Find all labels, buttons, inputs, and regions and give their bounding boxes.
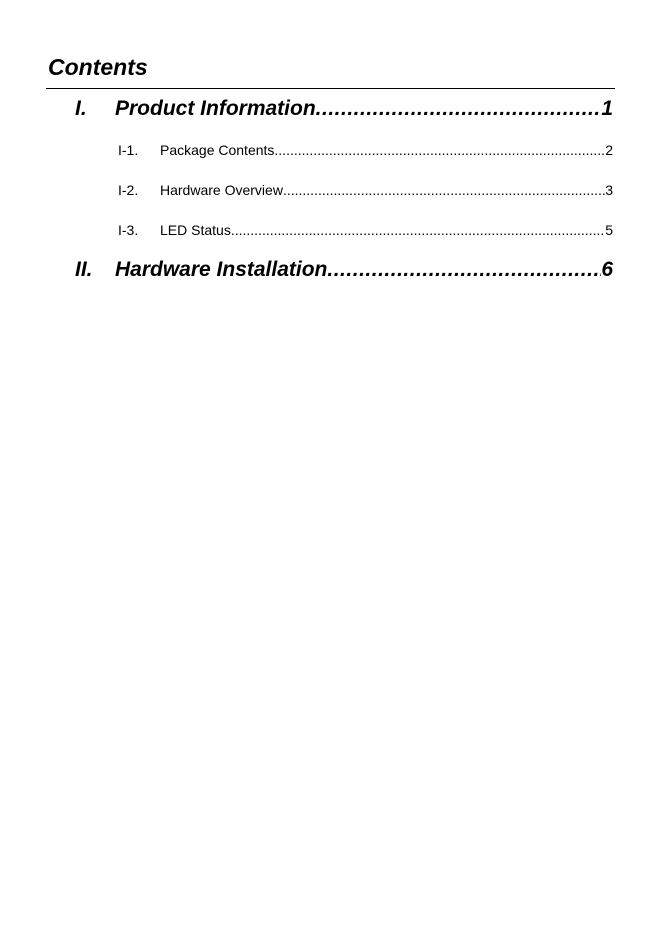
toc-entry-label: Hardware Overview bbox=[160, 182, 283, 198]
toc-entry-hardware-installation[interactable] bbox=[75, 256, 613, 284]
toc-entry-page-number: 2 bbox=[605, 142, 613, 158]
toc-entry-number: II. bbox=[75, 258, 93, 281]
toc-entry-label: Product Information bbox=[115, 97, 316, 120]
title-divider bbox=[46, 88, 615, 89]
toc-entry-page-number: 6 bbox=[601, 258, 613, 281]
toc-entry-number: I-3. bbox=[118, 222, 139, 238]
toc-dot-leader bbox=[274, 141, 605, 159]
toc-dot-leader bbox=[283, 181, 605, 199]
toc-entry-label: Hardware Installation bbox=[115, 258, 328, 281]
toc-entry-number: I. bbox=[75, 97, 87, 120]
toc-dot-leader bbox=[231, 221, 605, 239]
toc-entry-product-information[interactable] bbox=[75, 95, 613, 123]
toc-entry-led-status[interactable] bbox=[118, 221, 613, 239]
toc-entry-page-number: 1 bbox=[601, 97, 613, 120]
toc-title: Contents bbox=[48, 54, 148, 80]
toc-entry-label: LED Status bbox=[160, 222, 231, 238]
toc-entry-package-contents[interactable] bbox=[118, 141, 613, 159]
toc-dot-leader bbox=[327, 256, 601, 284]
toc-entry-label: Package Contents bbox=[160, 142, 275, 158]
toc-entry-number: I-2. bbox=[118, 182, 139, 198]
toc-entry-page-number: 3 bbox=[605, 182, 613, 198]
toc-dot-leader bbox=[316, 95, 602, 123]
toc-entry-hardware-overview[interactable] bbox=[118, 181, 613, 199]
toc-entry-number: I-1. bbox=[118, 142, 139, 158]
toc-entry-page-number: 5 bbox=[605, 222, 613, 238]
